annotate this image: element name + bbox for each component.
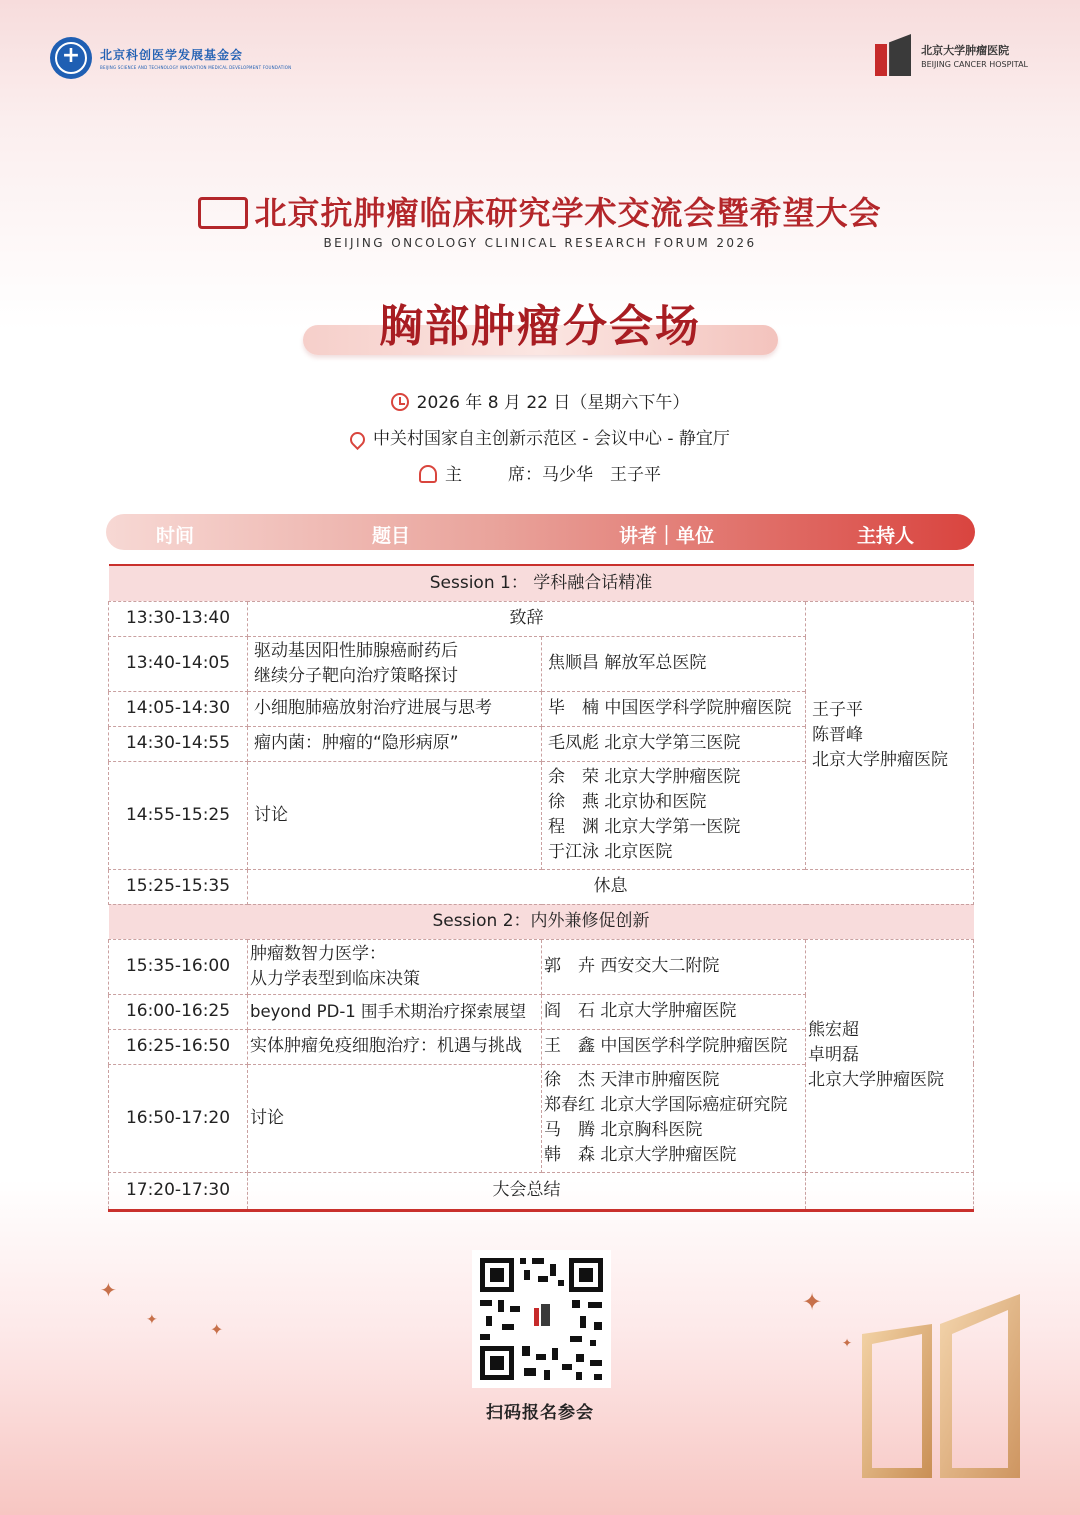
bird-icon: ✦ bbox=[842, 1336, 853, 1350]
speaker: 毛凤彪 北京大学第三医院 bbox=[548, 733, 741, 753]
host-name: 卓明磊 bbox=[808, 1045, 859, 1065]
host-cell bbox=[806, 939, 974, 1172]
foundation-logo bbox=[50, 36, 291, 80]
col-host: 主持人 bbox=[857, 525, 915, 547]
speaker: 郑春红 北京大学国际癌症研究院 bbox=[544, 1095, 788, 1115]
time-cell: 16:25-16:50 bbox=[109, 1029, 248, 1064]
agenda-table bbox=[108, 564, 974, 1212]
time-cell: 16:50-17:20 bbox=[109, 1064, 248, 1172]
column-header-bar bbox=[106, 514, 975, 550]
topic-cell bbox=[248, 1064, 542, 1172]
table-row bbox=[109, 939, 974, 994]
topic-line: beyond PD-1 围手术期治疗探索展望 bbox=[250, 1002, 527, 1021]
time-cell: 14:05-14:30 bbox=[109, 691, 248, 726]
topic-line: 实体肿瘤免疫细胞治疗：机遇与挑战 bbox=[250, 1036, 522, 1056]
speaker: 王 鑫 中国医学科学院肿瘤医院 bbox=[544, 1036, 788, 1056]
foundation-seal-icon bbox=[50, 37, 92, 79]
time-cell: 14:30-14:55 bbox=[109, 726, 248, 761]
topic-cell bbox=[248, 726, 542, 761]
time-cell: 17:20-17:30 bbox=[109, 1172, 248, 1210]
time-cell: 16:00-16:25 bbox=[109, 994, 248, 1029]
col-speaker: 讲者｜单位 bbox=[619, 525, 715, 547]
clock-icon bbox=[391, 393, 409, 411]
time-cell: 15:35-16:00 bbox=[109, 939, 248, 994]
hospital-mark-icon bbox=[875, 34, 913, 76]
host-name: 王子平 bbox=[812, 699, 863, 720]
col-time: 时间 bbox=[156, 525, 195, 547]
topic-line: 从力学表型到临床决策 bbox=[250, 968, 420, 989]
topic-line: 瘤内菌：肿瘤的“隐形病原” bbox=[254, 733, 459, 753]
topic-line: 驱动基因阳性肺腺癌耐药后 bbox=[254, 640, 458, 661]
venue-line bbox=[0, 424, 1080, 449]
topic-cell bbox=[248, 691, 542, 726]
table-row bbox=[109, 1172, 974, 1210]
chair-label-2: 席： bbox=[508, 465, 542, 485]
speaker: 郭 卉 西安交大二附院 bbox=[544, 956, 720, 976]
time-cell: 13:40-14:05 bbox=[109, 636, 248, 691]
topic-cell: 大会总结 bbox=[248, 1172, 806, 1210]
host-name: 熊宏超 bbox=[808, 1020, 859, 1040]
registration-qr-code[interactable] bbox=[472, 1250, 611, 1388]
session-header bbox=[109, 904, 974, 939]
bird-icon: ✦ bbox=[802, 1288, 823, 1316]
col-topic: 题目 bbox=[372, 525, 411, 547]
host-org: 北京大学肿瘤医院 bbox=[808, 1070, 944, 1090]
hospital-logo bbox=[875, 34, 1028, 76]
qr-code-icon bbox=[472, 1250, 611, 1388]
topic-cell bbox=[248, 761, 542, 869]
session-title: 胸部肿瘤分会场 bbox=[379, 301, 701, 352]
speaker: 马 腾 北京胸科医院 bbox=[544, 1120, 703, 1140]
chair-line bbox=[0, 460, 1080, 485]
topic-line: 肿瘤数智力医学： bbox=[250, 943, 386, 964]
qr-caption: 扫码报名参会 bbox=[486, 1403, 594, 1423]
topic-line: 小细胞肺癌放射治疗进展与思考 bbox=[254, 698, 492, 718]
hospital-name: 北京大学肿瘤医院 bbox=[921, 43, 1010, 57]
forum-title bbox=[0, 188, 1080, 234]
topic-cell bbox=[248, 636, 542, 691]
speaker: 徐 杰 天津市肿瘤医院 bbox=[544, 1070, 720, 1090]
session-header bbox=[109, 565, 974, 601]
speaker-cell bbox=[542, 1029, 806, 1064]
chair-label-1: 主 bbox=[445, 465, 462, 485]
topic-cell bbox=[248, 1029, 542, 1064]
speaker-cell bbox=[542, 726, 806, 761]
chair-names: 马少华 王子平 bbox=[542, 465, 661, 485]
topic-cell: 休息 bbox=[248, 869, 974, 904]
topic-cell bbox=[248, 994, 542, 1029]
forum-title-text: 北京抗肿瘤临床研究学术交流会暨希望大会 bbox=[254, 194, 882, 232]
bird-icon: ✦ bbox=[210, 1320, 224, 1339]
speaker: 于江泳 北京医院 bbox=[548, 842, 673, 862]
date-text: 2026 年 8 月 22 日（星期六下午） bbox=[416, 393, 690, 413]
forum-badge-icon bbox=[198, 197, 248, 229]
table-row bbox=[109, 869, 974, 904]
date-line bbox=[0, 388, 1080, 413]
speaker: 徐 燕 北京协和医院 bbox=[548, 792, 707, 812]
speaker: 余 荣 北京大学肿瘤医院 bbox=[548, 767, 741, 787]
empty-cell bbox=[806, 1172, 974, 1210]
session-title-cell: Session 2：内外兼修促创新 bbox=[109, 904, 974, 939]
topic-line: 讨论 bbox=[254, 804, 288, 825]
speaker-cell bbox=[542, 1064, 806, 1172]
host-org: 北京大学肿瘤医院 bbox=[812, 749, 948, 770]
time-cell: 15:25-15:35 bbox=[109, 869, 248, 904]
location-pin-icon bbox=[347, 429, 368, 450]
speaker: 毕 楠 中国医学科学院肿瘤医院 bbox=[548, 698, 792, 718]
speaker-cell bbox=[542, 636, 806, 691]
speaker-cell bbox=[542, 939, 806, 994]
host-name: 陈晋峰 bbox=[812, 724, 863, 745]
speaker: 韩 森 北京大学肿瘤医院 bbox=[544, 1145, 737, 1165]
speaker-cell bbox=[542, 761, 806, 869]
user-icon bbox=[419, 465, 437, 483]
time-cell: 14:55-15:25 bbox=[109, 761, 248, 869]
time-cell: 13:30-13:40 bbox=[109, 601, 248, 636]
bird-icon: ✦ bbox=[146, 1312, 158, 1328]
host-cell bbox=[806, 601, 974, 869]
speaker: 阎 石 北京大学肿瘤医院 bbox=[544, 1001, 737, 1021]
speaker-cell bbox=[542, 994, 806, 1029]
foundation-name: 北京科创医学发展基金会 bbox=[100, 48, 244, 62]
bird-icon: ✦ bbox=[100, 1278, 117, 1302]
forum-subtitle: BEIJING ONCOLOGY CLINICAL RESEARCH FORUM 2026 bbox=[323, 236, 757, 250]
venue-text: 中关村国家自主创新示范区 - 会议中心 - 静宜厅 bbox=[373, 429, 730, 449]
topic-line: 继续分子靶向治疗策略探讨 bbox=[254, 665, 458, 686]
hospital-name-en: BEIJING CANCER HOSPITAL bbox=[921, 59, 1028, 69]
table-row bbox=[109, 601, 974, 636]
speaker: 焦顺昌 解放军总医院 bbox=[548, 653, 707, 673]
topic-cell bbox=[248, 939, 542, 994]
foundation-name-en: BEIJING SCIENCE AND TECHNOLOGY INNOVATION MEDICAL DEVELOPMENT FOUNDATION bbox=[100, 65, 292, 70]
session-title-cell: Session 1： 学科融合话精准 bbox=[109, 565, 974, 601]
speaker: 程 渊 北京大学第一医院 bbox=[548, 817, 741, 837]
topic-line: 讨论 bbox=[250, 1107, 284, 1128]
topic-cell: 致辞 bbox=[248, 601, 806, 636]
speaker-cell bbox=[542, 691, 806, 726]
hospital-arch-decoration-icon bbox=[862, 1294, 1020, 1478]
